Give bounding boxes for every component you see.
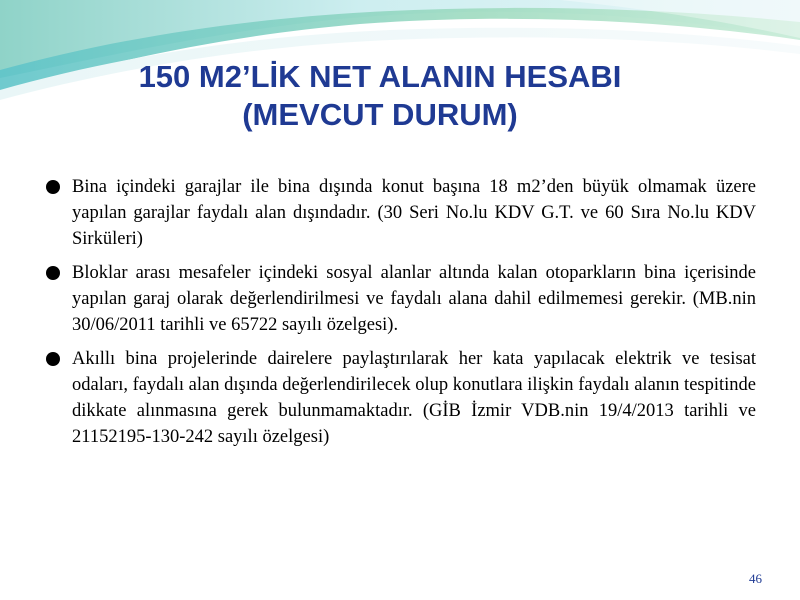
bullet-list [40,174,756,458]
bullet-text: Bloklar arası mesafeler içindeki sosyal alanlar altında kalan otoparkların bina içerisinde yapılan garaj olarak değerlendirilmesi ve faydalı alana dahil edilmemesi gerekir. (MB.nin 30/06/2011 tarihli ve 65722 sayılı özelgesi). [72,263,756,335]
bullet-item [40,174,756,252]
bullet-dot-icon [46,266,60,280]
bullet-text: Bina içindeki garajlar ile bina dışında konut başına 18 m2’den büyük olmamak üzere yapılan garajlar faydalı alan dışındadır. (30 Seri No.lu KDV G.T. ve 60 Sıra No.lu KDV Sirküleri) [72,177,756,249]
bullet-dot-icon [46,352,60,366]
page-number: 46 [749,571,762,586]
slide-title-line-2: (MEVCUT DURUM) [242,97,518,132]
bullet-item [40,260,756,338]
bullet-dot-icon [46,180,60,194]
bullet-text: Akıllı bina projelerinde dairelere paylaştırılarak her kata yapılacak elektrik ve tesisat odaları, faydalı alan dışında değerlendirilecek olup konutlara ilişkin faydalı alanın tespitinde dikkate alınmasına gerek bulunmamaktadır. (GİB İzmir VDB.nin 19/4/2013 tarihli ve 21152195-130-242 sayılı özelgesi) [72,349,756,447]
slide-title-line-1: 150 M2’LİK NET ALANIN HESABI [138,59,622,94]
bullet-item [40,346,756,450]
